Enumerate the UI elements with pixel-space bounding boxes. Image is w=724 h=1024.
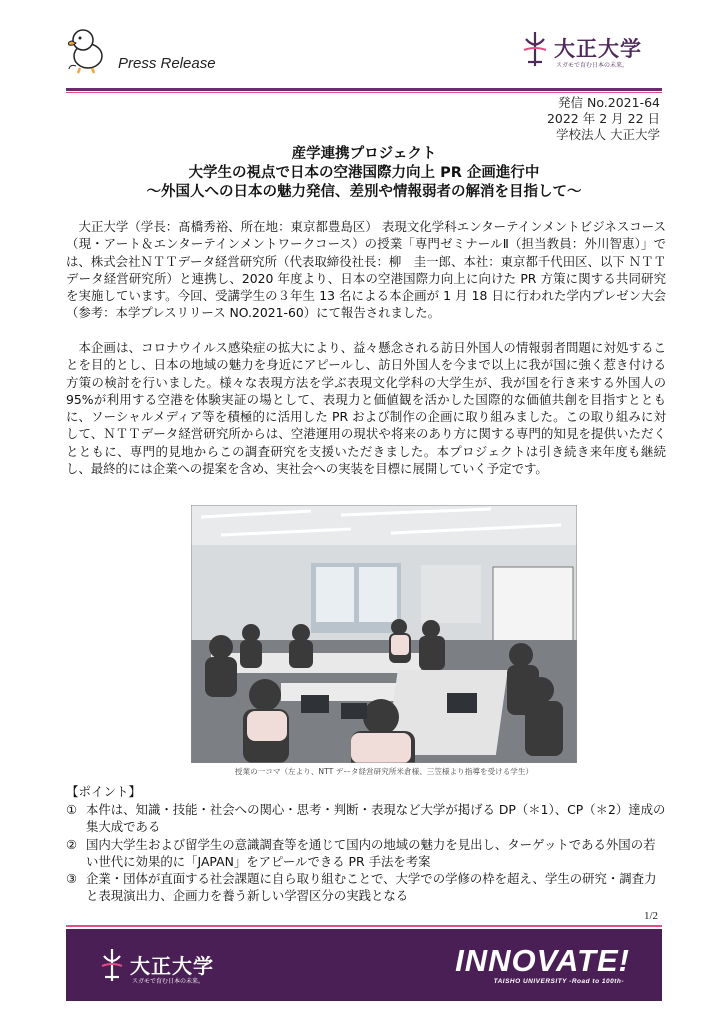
release-meta [547, 95, 660, 143]
point-text: 企業・団体が直面する社会課題に自ら取り組むことで、大学での学修の枠を超え、学生の研究・調査力と表現演出力、企画力を養う新しい学習区分の実践となる [86, 871, 657, 904]
innovate-slogan: INNOVATE! [455, 943, 630, 978]
point-item [66, 870, 666, 905]
points-list [66, 801, 666, 905]
header-divider [66, 88, 662, 91]
point-marker: ② [66, 836, 78, 852]
university-logo [522, 30, 672, 70]
title-line-2: 大学生の視点で日本の空港国際力向上 PR 企画進行中 [188, 165, 540, 181]
photo-caption: 授業の一コマ（左より、NTT データ経営研究所米倉様、三笠様より指導を受ける学生） [234, 767, 534, 776]
duck-mascot-icon [66, 26, 106, 74]
university-emblem-icon [100, 947, 124, 983]
footer-logo-tagline: スガモで育む日本の未来。 [132, 978, 205, 985]
innovate-subtitle: TAISHO UNIVERSITY -Road to 100th- [493, 978, 624, 985]
classroom-photo [191, 505, 577, 763]
footer-banner [66, 929, 662, 1001]
body-paragraph-1: 大正大学（学長：髙橋秀裕、所在地：東京都豊島区） 表現文化学科エンターテインメントビジネスコース（現・アート＆エンターテインメントワークコース）の授業「専門ゼミナールⅡ（担当教員：外川智恵）」では、株式会社ＮＴＴデータ経営研究所（代表取締役社長：柳 圭一郎、本社：東京都千代田区、以下 ＮＴＴデータ経営研究所）と連携し、2020 年度より、日本の空港国際力向上に向けた PR 方策に関する共同研究を実施しています。今回、受講学生の３年生 13 名による本企画が 1 月 18 日に行われた学内プレゼン大会（参考：本学プレスリリース NO.2021-60）にて報告されました。 [66, 219, 666, 321]
point-marker: ③ [66, 871, 78, 887]
university-logo-tagline: スガモで育む日本の未来。 [556, 62, 629, 69]
release-issuer: 学校法人 大正大学 [556, 127, 660, 142]
point-item [66, 836, 666, 871]
footer-university-logo [100, 947, 260, 987]
header-divider-accent [66, 92, 662, 93]
university-logo-name: 大正大学 [554, 37, 642, 61]
release-number: 発信 No.2021-64 [558, 95, 660, 110]
footer-logo-name: 大正大学 [130, 954, 214, 978]
title-line-3: ～外国人への日本の魅力発信、差別や情報弱者の解消を目指して～ [146, 184, 582, 200]
title-line-1: 産学連携プロジェクト [291, 146, 437, 162]
point-marker: ① [66, 802, 78, 817]
footer-divider-accent [66, 925, 662, 927]
body-paragraph-2: 本企画は、コロナウイルス感染症の拡大により、益々懸念される訪日外国人の情報弱者問題に対処することを目的とし、日本の地域の魅力を身近にアピールし、訪日外国人を今まで以上に我が国に強く惹き付ける方策の検討を行いました。様々な表現方法を学ぶ表現文化学科の大学生が、我が国を行き来する外国人の 95%が利用する空港を体験実証の場として、表現力と価値観を活かした国際的な価値共創を目指すとともに、ソーシャルメディア等を積極的に活用した PR および制作の企画に取り組みました。この取り組みに対して、ＮＴＴデータ経営研究所からは、空港運用の現状や将来のあり方に関する専門的知見を提供いただくとともに、専門的見地からこの調査研究を支援いただきました。本プロジェクトは引き続き来年度も継続し、最終的には企業への提案を含め、実社会への実装を目標に展開していく予定です。 [66, 340, 666, 477]
point-item [66, 801, 666, 836]
release-date: 2022 年 2 月 22 日 [546, 111, 660, 126]
press-release-label: Press Release [118, 55, 216, 72]
page-number: 1/2 [643, 910, 658, 922]
points-heading: 【ポイント】 [66, 784, 142, 799]
release-title-block [66, 145, 662, 202]
university-emblem-icon [522, 30, 548, 68]
point-text: 本件は、知識・技能・社会への関心・思考・判断・表現など大学が掲げる DP（＊1）、CP（＊2）達成の集大成である [86, 802, 666, 835]
point-text: 国内大学生および留学生の意識調査等を通じて国内の地域の魅力を見出し、ターゲットである外国の若い世代に効果的に「JAPAN」をアピールできる PR 手法を考案 [86, 836, 656, 869]
